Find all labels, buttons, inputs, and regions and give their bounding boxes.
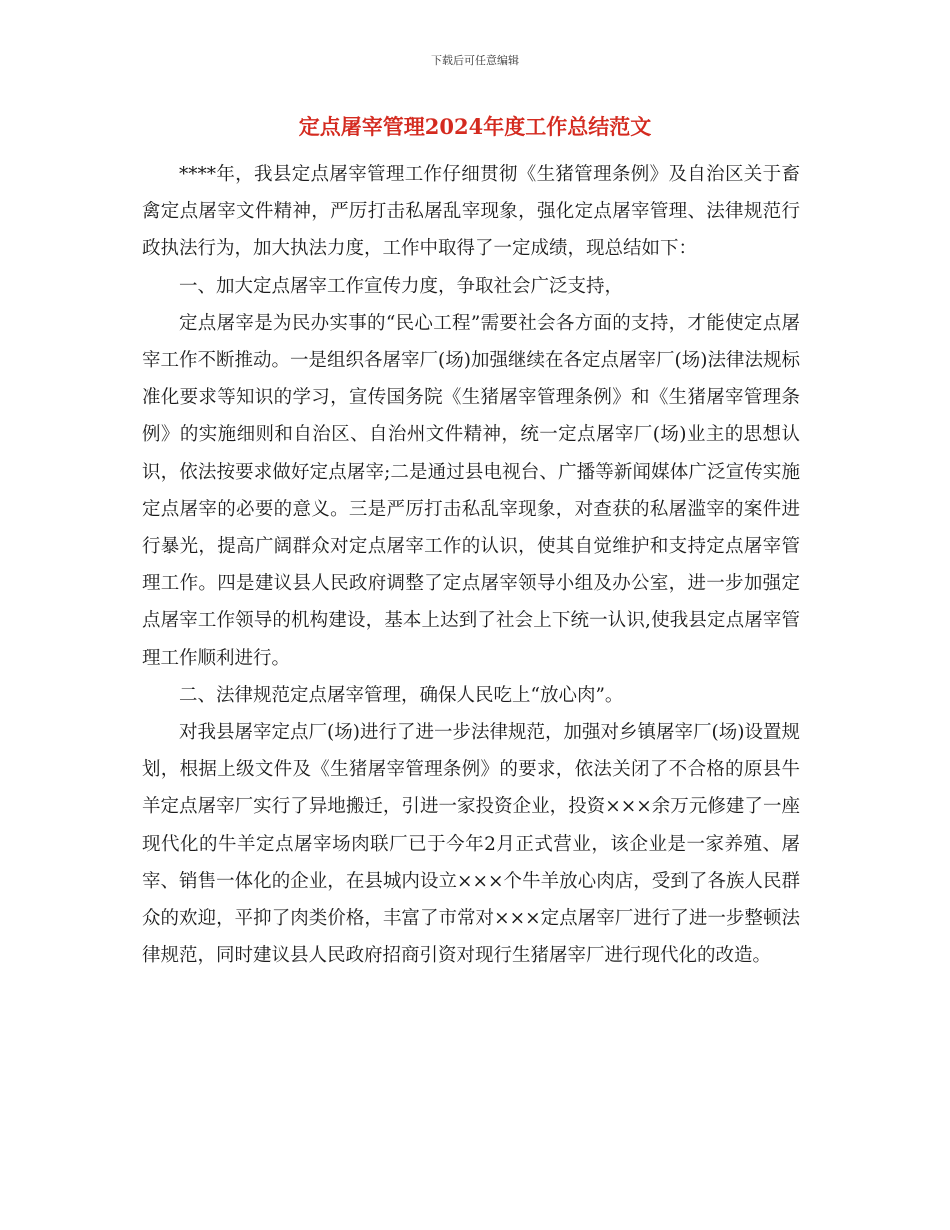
header-note: 下载后可任意编辑 [431, 54, 519, 67]
section-heading-2: 二、法律规范定点屠宰管理，确保人民吃上“放心肉”。 [179, 684, 624, 706]
document-title: 定点屠宰管理2024年度工作总结范文 [298, 114, 652, 139]
paragraph-section-2: 对我县屠宰定点厂(场)进行了进一步法律规范，加强对乡镇屠宰厂(场)设置规划，根据上级文件及《生猪屠宰管理条例》的要求，依法关闭了不合格的原县牛羊定点屠宰厂实行了异地搬迁，引进一家投资企业，投资×××余万元修建了一座现代化的牛羊定点屠宰场肉联厂已于今年2月正式营业，该企业是一家养殖、屠宰、销售一体化的企业，在县城内设立×××个牛羊放心肉店，受到了各族人民群众的欢迎，平抑了肉类价格，丰富了市常对×××定点屠宰厂进行了进一步整顿法律规范，同时建议县人民政府招商引资对现行生猪屠宰厂进行现代化的改造。 [142, 722, 800, 967]
paragraph-intro: ****年，我县定点屠宰管理工作仔细贯彻《生猪管理条例》及自治区关于畜禽定点屠宰文件精神，严厉打击私屠乱宰现象，强化定点屠宰管理、法律规范行政执法行为，加大执法力度，工作中取得了一定成绩，现总结如下： [142, 164, 800, 260]
paragraph-section-1: 定点屠宰是为民办实事的“民心工程”需要社会各方面的支持，才能使定点屠宰工作不断推动。一是组织各屠宰厂(场)加强继续在各定点屠宰厂(场)法律法规标准化要求等知识的学习，宣传国务院《生猪屠宰管理条例》和《生猪屠宰管理条例》的实施细则和自治区、自治州文件精神，统一定点屠宰厂(场)业主的思想认识，依法按要求做好定点屠宰;二是通过县电视台、广播等新闻媒体广泛宣传实施定点屠宰的必要的意义。三是严厉打击私乱宰现象，对查获的私屠滥宰的案件进行暴光，提高广阔群众对定点屠宰工作的认识，使其自觉维护和支持定点屠宰管理工作。四是建议县人民政府调整了定点屠宰领导小组及办公室，进一步加强定点屠宰工作领导的机构建设，基本上达到了社会上下统一认识,使我县定点屠宰管理工作顺利进行。 [142, 312, 800, 669]
document-body [142, 156, 800, 974]
section-heading-1: 一、加大定点屠宰工作宣传力度，争取社会广泛支持， [179, 275, 624, 297]
